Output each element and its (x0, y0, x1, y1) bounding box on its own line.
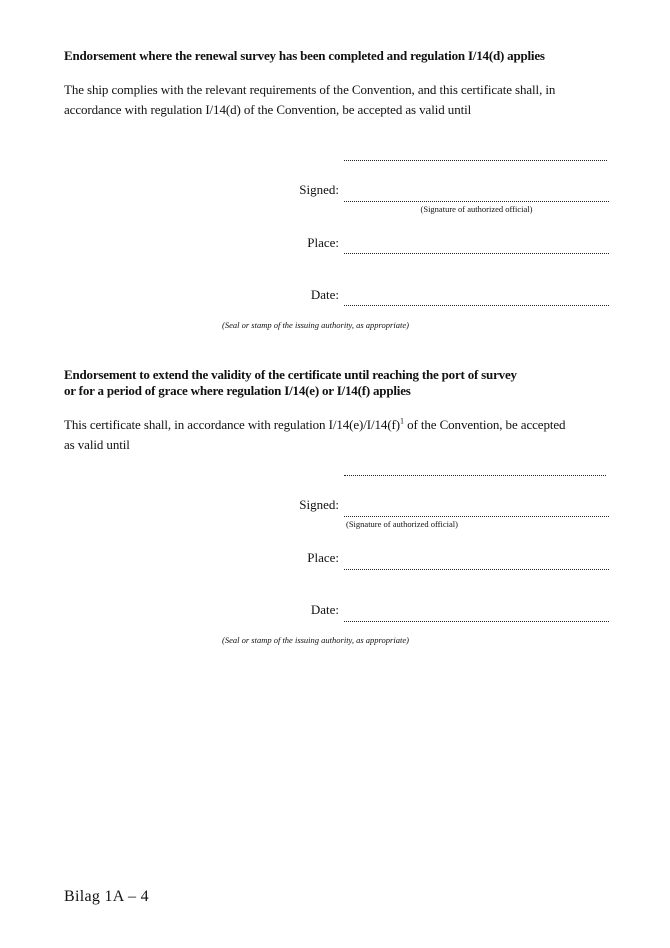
section2-date-label: Date: (310, 602, 339, 617)
section2-place-field[interactable] (344, 569, 609, 570)
section2-heading-line2: or for a period of grace where regulation I/14(e) or I/14(f) applies (64, 383, 411, 398)
section2-signed-label: Signed: (299, 497, 339, 512)
section1-place-field[interactable] (344, 253, 609, 254)
section1-valid-until-field[interactable] (344, 160, 607, 161)
section1-signature-caption: (Signature of authorized official) (420, 204, 533, 214)
section2-paragraph-text-after: of the Convention, be accepted (403, 417, 566, 432)
section1-heading: Endorsement where the renewal survey has been completed and regulation I/14(d) applies (64, 48, 545, 63)
page-footer-label: Bilag 1A – 4 (64, 888, 149, 905)
section1-paragraph-line1: The ship complies with the relevant requirements of the Convention, and this certificate shall, in (64, 82, 556, 97)
section2-paragraph-text-before: This certificate shall, in accordance with regulation I/14(e)/I/14(f) (64, 417, 401, 432)
section1-seal-note: (Seal or stamp of the issuing authority, as appropriate) (222, 320, 409, 330)
section2-heading-line1: Endorsement to extend the validity of the certificate until reaching the port of survey (64, 367, 517, 382)
section2-seal-note: (Seal or stamp of the issuing authority, as appropriate) (222, 635, 409, 645)
section2-place-label: Place: (307, 550, 339, 565)
section2-date-field[interactable] (344, 621, 609, 622)
footnote-mark: 1 (400, 416, 404, 426)
section2-paragraph-line1 (64, 415, 565, 435)
section1-place-label: Place: (307, 235, 339, 250)
section2-signature-field[interactable] (344, 516, 609, 517)
section2-valid-until-field[interactable] (344, 475, 606, 476)
section2-signature-caption: (Signature of authorized official) (346, 519, 458, 529)
section1-date-field[interactable] (344, 305, 609, 306)
section1-signature-field[interactable] (344, 201, 609, 202)
section1-paragraph-line2: accordance with regulation I/14(d) of the Convention, be accepted as valid until (64, 102, 472, 117)
section1-date-label: Date: (310, 287, 339, 302)
section1-signed-label: Signed: (299, 182, 339, 197)
section2-paragraph-line2: as valid until (64, 437, 130, 452)
